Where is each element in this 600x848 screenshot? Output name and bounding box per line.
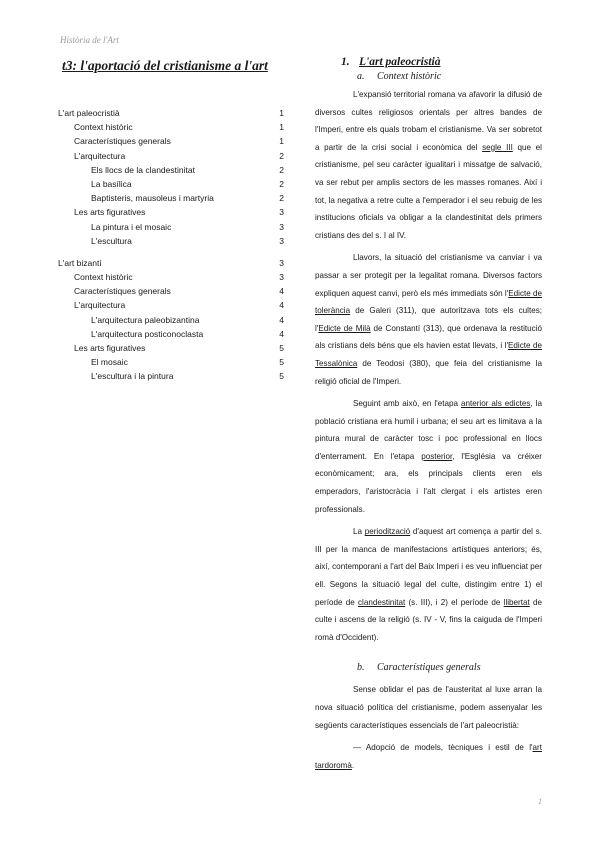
underlined-term: Edicte de Milà <box>318 323 371 333</box>
toc-entry-page: 5 <box>279 357 284 368</box>
text-run: d'aquest art comença a partir del s. III per la manca de manifestacions artístiques anteriors; és, així, contemporani a l'art del Baix Imperi i es veu influenciat per ell. Segons la situació legal del culte, distingim entre 1) el període de <box>315 527 542 607</box>
subsection-number: b. <box>357 662 365 674</box>
text-run: de Teodosi (380), que feia del cristianisme la religió oficial de l'Imperi. <box>315 358 542 386</box>
toc-entry-label: Característiques generals <box>74 136 171 147</box>
toc-entry[interactable] <box>58 341 284 355</box>
toc-entry-page: 2 <box>279 193 284 204</box>
underlined-term: Edicte de tolerància <box>315 288 543 316</box>
toc-entry[interactable] <box>58 220 284 234</box>
text-run: (s. III), i 2) el període de <box>405 597 504 607</box>
underlined-term: art tardoromà <box>315 743 542 770</box>
subsection-number: a. <box>357 71 365 82</box>
text-run: Seguint amb això, en l'etapa <box>353 399 461 409</box>
subsection-title: Característiques generals <box>377 662 481 674</box>
toc-entry-page: 3 <box>279 257 284 268</box>
toc-entry[interactable] <box>58 177 284 191</box>
paragraph <box>315 523 542 646</box>
toc-entry-page: 4 <box>279 300 284 311</box>
table-of-contents <box>58 106 284 392</box>
subsection-title: Context històric <box>377 71 442 82</box>
toc-entry-label: L'arquitectura posticonoclasta <box>91 328 204 339</box>
paragraph <box>315 681 542 734</box>
underlined-term: clandestinitat <box>357 597 406 607</box>
toc-entry-page: 4 <box>279 286 284 297</box>
toc-entry-label: L'art paleocristià <box>58 108 120 118</box>
underlined-term: periodització <box>364 527 411 537</box>
underlined-term: llibertat <box>503 597 530 607</box>
toc-entry[interactable] <box>58 298 284 312</box>
toc-entry-label: Les arts figuratives <box>74 207 146 218</box>
toc-entry-page: 5 <box>279 343 284 353</box>
toc-entry-page: 2 <box>279 178 284 189</box>
text-run: de culte i ascens de la religió (s. IV - V, fins la caiguda de l'Imperi romà d'Occident). <box>315 597 543 642</box>
toc-entry-label: L'arquitectura paleobizantina <box>91 314 200 325</box>
paragraph <box>315 86 542 244</box>
toc-entry[interactable] <box>58 270 284 284</box>
toc-entry[interactable] <box>58 369 284 383</box>
toc-entry-label: Context històric <box>74 122 133 133</box>
toc-entry-label: La pintura i el mosaic <box>91 221 172 232</box>
toc-entry[interactable] <box>58 120 284 134</box>
text-run: , la població cristiana era humil i urbana; el seu art es limitava a la pintura mural de caràcter tosc i poc professional en llocs d'enterrament. En l'etapa <box>315 399 542 461</box>
toc-entry-label: Característiques generals <box>74 286 171 297</box>
paragraph <box>315 395 542 518</box>
text-run: L'expansió territorial romana va afavorir la difusió de diversos cultes religiosos orientals per altres bandes de l'Imperi, entre els quals trobam el cristianisme. Va ser sobretot a partir de la crisi social i econòmica del <box>315 90 542 152</box>
toc-entry[interactable] <box>58 234 284 248</box>
subsection-heading-b <box>357 662 542 673</box>
list-item <box>315 739 542 774</box>
toc-entry-page: 3 <box>279 221 284 232</box>
subsection-heading-a <box>357 71 542 82</box>
toc-entry[interactable] <box>58 163 284 177</box>
toc-entry-page: 1 <box>279 136 284 147</box>
paragraph <box>315 249 542 390</box>
underlined-term: posterior <box>421 451 453 461</box>
toc-group <box>58 256 284 384</box>
toc-entry-page: 1 <box>279 122 284 133</box>
page-number: 1 <box>538 797 542 806</box>
toc-entry[interactable] <box>58 106 284 120</box>
section-number: 1. <box>341 56 350 68</box>
toc-entry-page: 5 <box>279 371 284 382</box>
toc-entry-label: La basílica <box>91 178 132 189</box>
toc-entry[interactable] <box>58 256 284 270</box>
toc-entry-label: Baptisteris, mausoleus i martyria <box>91 193 214 204</box>
toc-entry-page: 3 <box>279 272 284 283</box>
toc-entry[interactable] <box>58 149 284 163</box>
toc-entry-label: L'escultura <box>91 235 132 246</box>
toc-entry-label: Els llocs de la clandestinitat <box>91 164 195 175</box>
toc-entry-page: 2 <box>279 164 284 175</box>
toc-entry-label: L'arquitectura <box>74 150 126 161</box>
toc-entry-label: L'art bizantí <box>58 257 102 268</box>
toc-entry[interactable] <box>58 355 284 369</box>
underlined-term: anterior als edictes <box>460 399 531 409</box>
running-header: Història de l'Art <box>60 35 119 45</box>
toc-entry-page: 2 <box>279 150 284 161</box>
toc-entry-page: 1 <box>279 108 284 118</box>
toc-entry-page: 3 <box>279 207 284 218</box>
toc-entry-page: 3 <box>279 235 284 246</box>
toc-entry-label: L'arquitectura <box>74 300 126 311</box>
toc-entry-label: El mosaic <box>91 357 128 368</box>
document-title: t3: l'aportació del cristianisme a l'art <box>62 58 268 73</box>
text-run: de Constantí (313), que ordenava la restitució als cristians dels béns que els havien estat llevats, i l' <box>315 323 542 351</box>
text-run: La <box>353 527 365 537</box>
section-title: L'art paleocristià <box>359 56 441 68</box>
toc-entry-page: 4 <box>279 314 284 325</box>
main-text-column <box>315 56 542 779</box>
toc-entry[interactable] <box>58 191 284 205</box>
text-run: que el cristianisme, pel seu caràcter igualitari i missatge de salvació, va ser rebut per amplis sectors de les masses romanes. Així i tot, la negativa a retre culte a l'emperador i el seu rebuig de les institucions oficials va obligar a la clandestinitat dels primers cristians des del s. I al IV. <box>315 142 542 240</box>
toc-entry[interactable] <box>58 205 284 219</box>
text-run: de Galeri (311), que autoritzava tots els cultes; l' <box>315 306 542 333</box>
toc-entry[interactable] <box>58 313 284 327</box>
text-run: — Adopció de models, tècniques i estil de l' <box>353 743 533 753</box>
text-run: . <box>351 760 355 770</box>
toc-entry-label: L'escultura i la pintura <box>91 371 174 382</box>
toc-entry[interactable] <box>58 134 284 148</box>
text-run: Sense oblidar el pas de l'austeritat al luxe arran la nova situació política del cristianisme, podem assenyalar les següents característiques essencials de l'art paleocristià: <box>315 685 542 730</box>
toc-entry-page: 4 <box>279 328 284 339</box>
text-run: Llavors, la situació del cristianisme va canviar i va passar a ser protegit per la legalitat romana. Diversos factors expliquen aquest canvi, però els més immediats són l' <box>315 253 542 298</box>
underlined-term: segle III <box>482 142 513 152</box>
toc-entry-label: Les arts figuratives <box>74 343 146 353</box>
underlined-term: Edicte de Tessalònica <box>315 341 542 368</box>
toc-entry-label: Context històric <box>74 272 133 283</box>
section-heading <box>341 56 542 68</box>
toc-entry[interactable] <box>58 327 284 341</box>
toc-entry[interactable] <box>58 284 284 298</box>
text-run: , l'Església va créixer econòmicament; ara, els principals clients eren els emperadors, l'aristocràcia i l'alt clergat i els artistes eren professionals. <box>315 451 542 514</box>
toc-group <box>58 106 284 248</box>
